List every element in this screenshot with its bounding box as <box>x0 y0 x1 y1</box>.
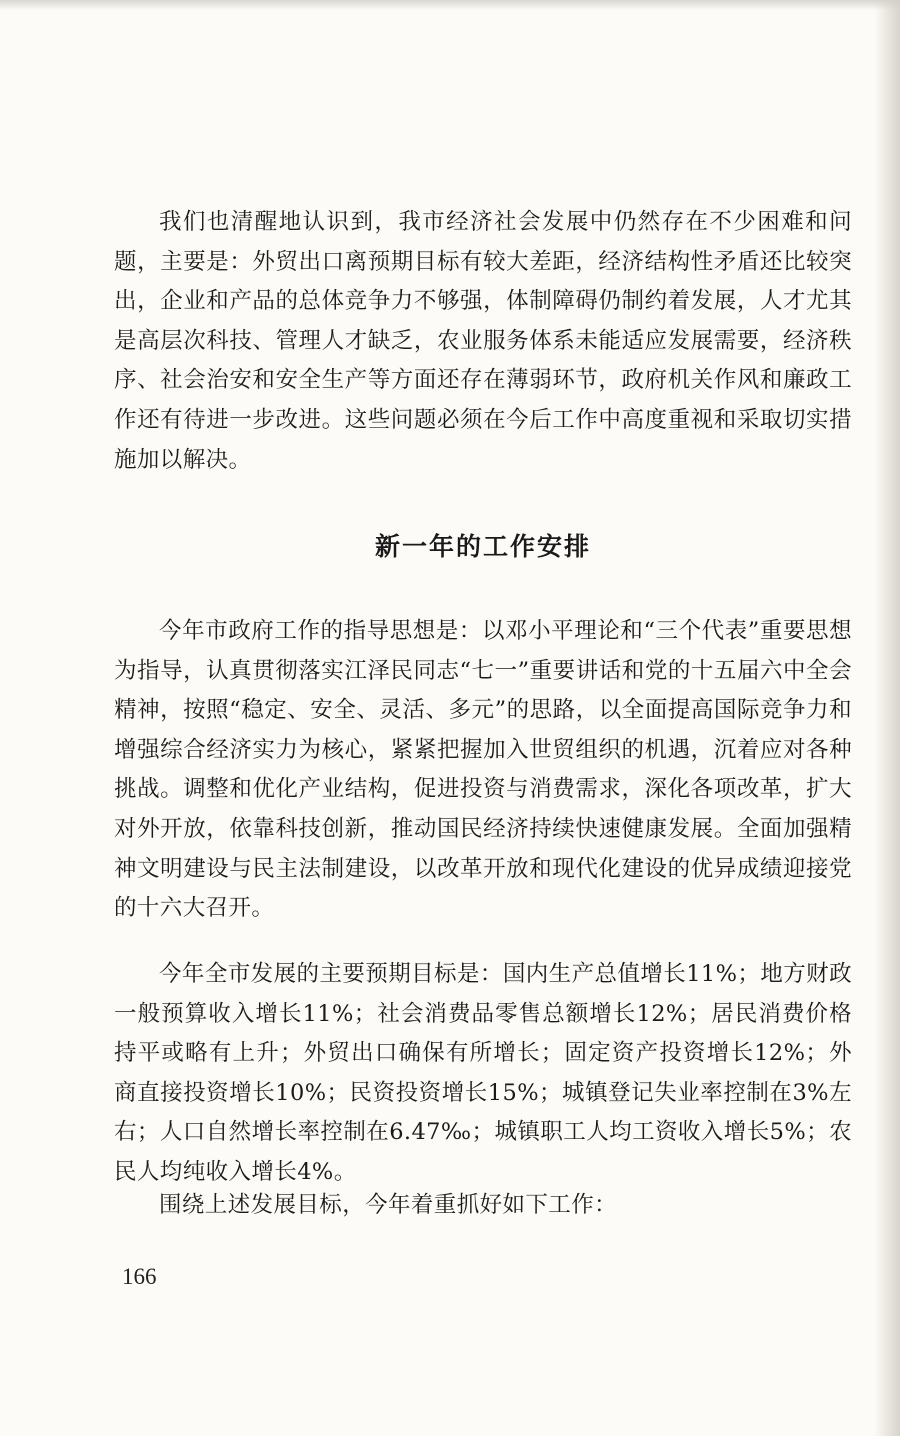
paragraph-work-intro: 围绕上述发展目标，今年着重抓好如下工作： <box>159 1192 618 1218</box>
page-binding-shadow <box>874 0 900 1436</box>
page-number: 166 <box>122 1264 157 1289</box>
body-section-problems <box>114 203 852 480</box>
page-top-edge <box>0 0 900 10</box>
section-heading: 新一年的工作安排 <box>374 532 591 561</box>
body-section-targets <box>114 955 852 1193</box>
paragraph-targets: 今年全市发展的主要预期目标是：国内生产总值增长11%；地方财政一般预算收入增长11%；社会消费品零售总额增长12%；居民消费价格持平或略有上升；外贸出口确保有所增长；固定资产投资增长12%；外商直接投资增长10%；民资投资增长15%；城镇登记失业率控制在3%左右；人口自然增长率控制在6.47‰；城镇职工人均工资收入增长5%；农民人均纯收入增长4%。 <box>114 961 852 1185</box>
body-section-guiding-ideology <box>114 612 852 929</box>
paragraph-guiding-ideology: 今年市政府工作的指导思想是：以邓小平理论和“三个代表”重要思想为指导，认真贯彻落实江泽民同志“七一”重要讲话和党的十五届六中全会精神，按照“稳定、安全、灵活、多元”的思路，以全面提高国际竞争力和增强综合经济实力为核心，紧紧把握加入世贸组织的机遇，沉着应对各种挑战。调整和优化产业结构，促进投资与消费需求，深化各项改革，扩大对外开放，依靠科技创新，推动国民经济持续快速健康发展。全面加强精神文明建设与民主法制建设，以改革开放和现代化建设的优异成绩迎接党的十六大召开。 <box>114 618 852 922</box>
paragraph-problems: 我们也清醒地认识到，我市经济社会发展中仍然存在不少困难和问题，主要是：外贸出口离预期目标有较大差距，经济结构性矛盾还比较突出，企业和产品的总体竞争力不够强，体制障碍仍制约着发展，人才尤其是高层次科技、管理人才缺乏，农业服务体系未能适应发展需要，经济秩序、社会治安和安全生产等方面还存在薄弱环节，政府机关作风和廉政工作还有待进一步改进。这些问题必须在今后工作中高度重视和采取切实措施加以解决。 <box>114 209 852 473</box>
body-section-work-intro <box>114 1186 852 1226</box>
